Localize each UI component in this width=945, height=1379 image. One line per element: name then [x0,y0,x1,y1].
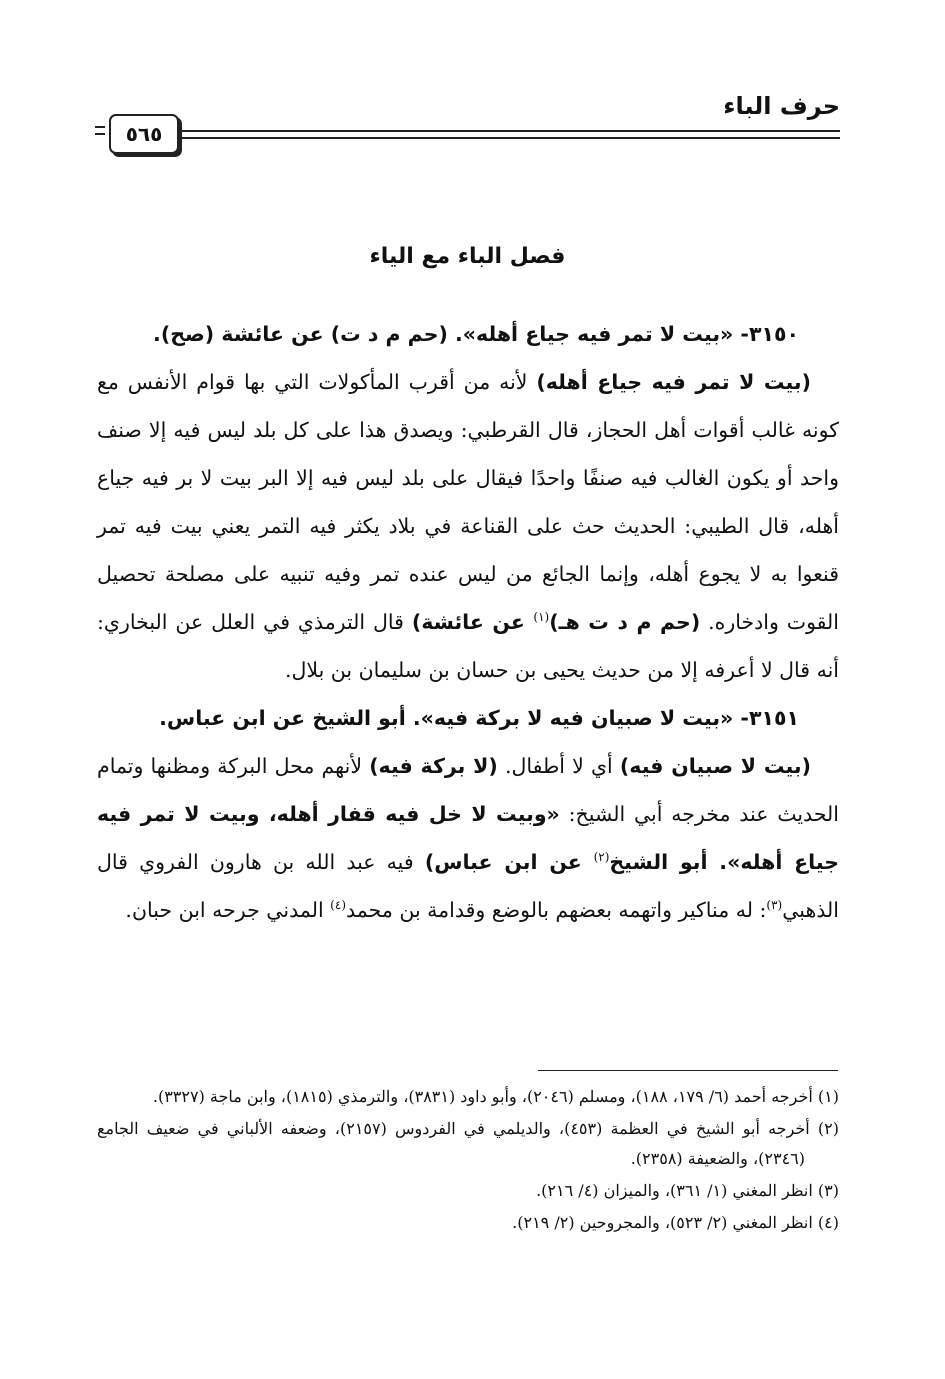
footnote-2: (٢) أخرجه أبو الشيخ في العظمة (٤٥٣)، والديلمي في الفردوس (٢١٥٧)، وضعفه الألباني في ضعيف الجامع (٢٣٤٦)، والضعيفة (٢٣٥٨). [97,1119,840,1168]
commentary-bold: عن ابن عباس) [424,850,594,874]
footnote-ref[interactable]: (٢) [593,850,610,865]
footnote-4: (٤) انظر المغني (٢/ ٥٢٣)، والمجروحين (٢/ ٢١٩). [512,1213,839,1232]
commentary-text: المدني جرحه ابن حبان. [125,898,331,922]
main-text [97,310,839,934]
footnote-1: (١) أخرجه أحمد (٦/ ١٧٩، ١٨٨)، ومسلم (٢٠٤٦)، وأبو داود (٣٨٣١)، والترمذي (١٨١٥)، وابن ماجة (٣٣٢٧). [152,1087,839,1106]
footnote-separator [538,1070,838,1071]
footnote-ref[interactable]: (٤) [330,898,346,913]
commentary-text: لأنهم محل البركة ومظنها وتمام الحديث عند مخرجه أبي الشيخ: [97,754,839,826]
commentary-3150 [97,358,839,694]
commentary-bold: عن عائشة) [411,610,534,634]
commentary-bold: (بيت لا تمر فيه جياع أهله) [536,370,811,394]
commentary-text: قال الترمذي في العلل عن البخاري: أنه قال لا أعرفه إلا من حديث يحيى بن حسان بن سليمان بن بلال. [97,610,839,682]
header-rule-end [95,126,105,135]
footnote-ref[interactable]: (١) [533,610,550,625]
commentary-bold: (بيت لا صبيان فيه) [619,754,811,778]
commentary-text: لأنه من أقرب المأكولات التي بها قوام الأنفس مع كونه غالب أقوات أهل الحجاز، قال القرطبي: ويصدق هذا على كل بلد ليس فيه إلا صنف واحد أو يكون الغالب فيه صنفًا واحدًا فيقال على بلد ليس فيه إلا البر بيت لا بر فيه جياع أهله، قال الطيبي: الحديث حث على القناعة في بلاد يكثر فيه التمر يعني بيت فيه تمر قنعوا به لا يجوع أهله، وإنما الجائع من ليس عنده تمر وفيه تنبيه على مصلحة تحصيل القوت وادخاره. [97,370,839,634]
footnotes [97,1082,839,1240]
page-number: ٥٦٥ [109,114,179,154]
hadith-entry-3150: ٣١٥٠- «بيت لا تمر فيه جياع أهله». (حم م د ت) عن عائشة (صح). [153,322,799,346]
commentary-text: أي لا أطفال. [497,754,620,778]
commentary-bold: «وبيت لا خل فيه قفار أهله، وبيت لا تمر فيه جياع أهله». أبو الشيخ [97,802,839,874]
commentary-bold: (حم م د ت هـ) [549,610,701,634]
header-rule [177,130,840,139]
section-title: فصل الباء مع الياء [369,244,566,269]
commentary-text: : له مناكير واتهمه بعضهم بالوضع وقدامة بن محمد [346,898,767,922]
running-title: حرف الباء [723,92,840,120]
hadith-entry-3151: ٣١٥١- «بيت لا صبيان فيه لا بركة فيه». أبو الشيخ عن ابن عباس. [159,706,799,730]
footnote-3: (٣) انظر المغني (١/ ٣٦١)، والميزان (٤/ ٢١٦). [536,1181,839,1200]
commentary-bold: (لا بركة فيه) [369,754,498,778]
footnote-ref[interactable]: (٣) [766,898,783,913]
page-header [95,92,840,162]
commentary-text: فيه عبد الله بن هارون الفروي قال الذهبي [97,850,839,922]
commentary-3151 [97,742,839,934]
